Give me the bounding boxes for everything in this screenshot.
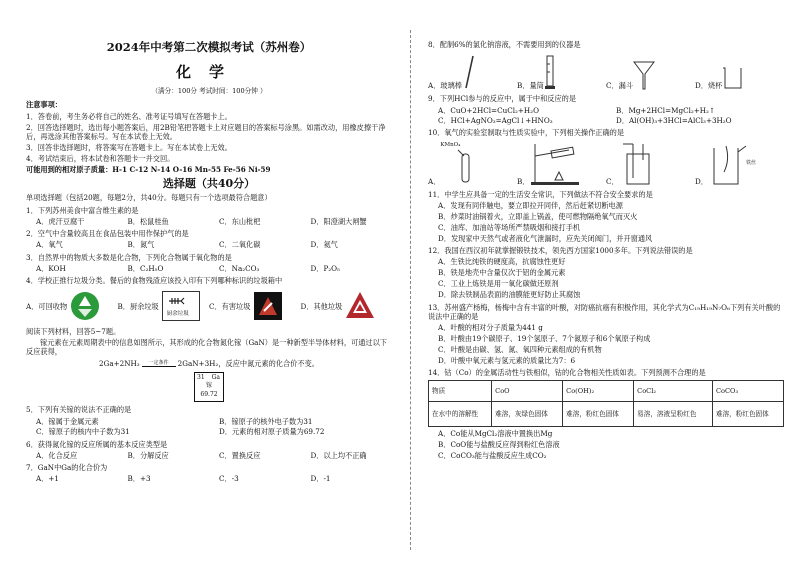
option-a: A．+1 (36, 474, 59, 484)
option-c: C．工业上炼铁是用一氧化碳做还原剂 (438, 279, 559, 288)
option-d: D．氦气 (310, 240, 338, 250)
option-c: C．置换反应 (219, 450, 261, 460)
options (428, 429, 784, 460)
section-instruction: 单项选择题（包括20题，每题2分，共40分。每题只有一个选项最符合题意） (26, 193, 272, 203)
note-item: 4．考试结束后，将本试卷和答题卡一并交回。 (26, 154, 175, 164)
options (428, 201, 784, 243)
graduated-cylinder-icon (544, 54, 556, 90)
subject-title: 化学 (175, 63, 242, 82)
option-b (517, 54, 606, 90)
atomic-mass: 69.72 (200, 390, 218, 398)
option-c: C．-3 (219, 474, 239, 484)
table-header-row (429, 381, 784, 402)
option-a: A．虎汗豆腐干 (36, 216, 85, 226)
question-stem: 8．配制6%的氯化钠溶液，不需要用到的仪器是 (428, 40, 581, 49)
option-d: D．Al(OH)₃+3HCl=AlCl₃+3H₂O (616, 115, 732, 125)
reading-paragraph (26, 338, 392, 356)
table-cell: 易溶，溶液呈粉红色 (634, 402, 713, 427)
tile-label: 厨余垃圾 (166, 310, 189, 317)
left-column (26, 0, 392, 483)
option-label: A． (428, 177, 441, 186)
question-7 (26, 463, 392, 483)
cobalt-table (428, 380, 784, 427)
options (26, 217, 392, 226)
question-stem: 4．学校正推行垃圾分类。餐后的食物残渣应该投入印有下列哪种标识的垃圾箱中 (26, 276, 283, 286)
option-label: B．厨余垃圾 (117, 301, 159, 311)
waste-icons (26, 289, 392, 323)
question-8 (428, 40, 784, 90)
table-row (429, 402, 784, 427)
options (26, 474, 392, 483)
funnel-icon (633, 60, 655, 90)
kitchen-waste-icon (162, 291, 200, 321)
recycle-icon (70, 291, 100, 321)
question-11 (428, 190, 784, 243)
option-label: A．可回收物 (26, 301, 68, 311)
question-13 (428, 303, 784, 365)
option-a: A．镓属于金属元素 (36, 417, 99, 427)
eq-products: 2GaN+3H₂ (177, 358, 219, 368)
reaction-equation (26, 359, 392, 368)
table-cell: 难溶，灰绿色固体 (492, 402, 563, 427)
eq-arrow (142, 360, 176, 367)
table-cell: 难溶，粉红色固体 (712, 402, 783, 427)
question-stem: 3．自然界中的物质大多数是化合物，下列化合物属于氧化物的是 (26, 252, 232, 262)
option-b: B．CoO能与盐酸反应得到粉红色溶液 (438, 440, 560, 449)
table-cell: 在水中的溶解性 (429, 402, 492, 427)
question-6 (26, 440, 392, 460)
option-a: A．叶酸的相对分子质量为441 g (438, 322, 543, 332)
question-12 (428, 246, 784, 299)
reading-text: 镓元素在元素周期表中的信息如图所示，其形成的化合物氮化镓（GaN）是一种新型半导体材料，可通过以下反应获得， (26, 337, 387, 356)
note-item: 1．答卷前，考生务必将自己的姓名、准考证号填写在答题卡上。 (26, 111, 232, 121)
question-9 (428, 94, 784, 125)
element-cell (194, 372, 224, 402)
option-d: D．元素的相对原子质量为69.72 (219, 427, 325, 437)
option-c: C．HCl+AgNO₃=AgCl↓+HNO₃ (438, 115, 553, 125)
option-label: C．有害垃圾 (209, 301, 251, 311)
table-header: CoCO₃ (712, 381, 783, 402)
option-c (606, 142, 695, 186)
question-4 (26, 276, 392, 323)
table-header: CoO (492, 381, 563, 402)
option-a: A．发现有同伴触电，要立即拉开同伴，然后赶紧切断电源 (438, 200, 623, 210)
question-stem: 1．下列苏州美食中富含维生素的是 (26, 205, 139, 215)
option-b: B．镓原子的核外电子数为31 (219, 417, 313, 427)
note-item: 2．回答选择题时，选出每小题答案后，用2B铅笔把答题卡上对应题目的答案标号涂黑。如需改动，用橡皮擦干净后，再选涂其他答案标号。写在本试卷上无效。 (26, 122, 386, 141)
option-a: A．Co能从MgCl₂溶液中置换出Mg (438, 429, 553, 438)
notes-heading: 注意事项： (26, 100, 62, 110)
options (26, 416, 392, 436)
question-1 (26, 206, 392, 226)
element-name: 镓 (205, 382, 212, 390)
question-stem: 7．GaN中Ga的化合价为 (26, 463, 108, 473)
option-c: C．Na₂CO₃ (219, 263, 260, 273)
beaker-icon (722, 66, 744, 90)
option-d: D．叶酸中氧元素与氢元素的质量比为7：6 (438, 355, 576, 365)
option-b: B．铁是地壳中含量仅次于铝的金属元素 (438, 268, 566, 277)
option-b (118, 291, 210, 321)
option-a: A．KOH (36, 263, 66, 273)
option-a: A．化合反应 (36, 450, 78, 460)
option-b: B．氮气 (127, 240, 155, 250)
section-title: 选择题（共40分） (162, 177, 256, 191)
atomic-number: 31 (197, 373, 205, 381)
question-10 (428, 128, 784, 186)
element-cell-wrap (26, 372, 392, 402)
option-b: B．分解反应 (127, 450, 169, 460)
option-label: D．烧杯 (695, 81, 723, 90)
option-c: C．CoCO₃能与盐酸反应生成CO₂ (438, 451, 547, 460)
eq-tail: ，反应中氮元素的化合价不变。 (218, 358, 319, 368)
eq-reactants: 2Ga+2NH₃ (99, 358, 140, 368)
option-label: D． (695, 177, 708, 186)
column-divider (410, 30, 411, 550)
option-d: D．阳澄湖大闸蟹 (310, 216, 367, 226)
question-stem: 6．获得氮化镓的反应所属的基本反应类型是 (26, 439, 168, 449)
option-b: B．Mg+2HCl=MgCl₂+H₂↑ (616, 105, 715, 115)
note-item: 3．回答非选择题时，将答案写在答题卡上。写在本试卷上无效。 (26, 142, 232, 152)
table-header: Co(OH)₂ (563, 381, 634, 402)
eq-condition: 一定条件 (148, 359, 169, 366)
reagent-label: KMnO₄ (440, 142, 461, 148)
option-c: C．东山枇杷 (219, 216, 261, 226)
option-label: C． (606, 177, 619, 186)
option-a (26, 291, 118, 321)
question-stem: 12．我国在西汉初年就掌握锻铁技术，领先西方国家1000多年。下列说法错误的是 (428, 246, 693, 255)
option-c: C．镓原子的核内中子数为31 (36, 427, 130, 437)
option-b: B．+3 (127, 474, 151, 484)
option-a (428, 54, 517, 90)
iron-wire-setup (708, 142, 758, 186)
options (26, 451, 392, 460)
apparatus-row (428, 140, 784, 186)
option-c (606, 60, 695, 90)
option-a (428, 142, 517, 186)
kmno4-setup (440, 142, 480, 186)
heating-setup-icon (529, 142, 581, 186)
option-a: A．CuO+2HCl=CuCl₂+H₂O (438, 105, 539, 115)
question-stem: 2．空气中含量较高且在食品包装中用作保护气的是 (26, 229, 189, 239)
option-c: C．叶酸是由碳、氢、氮、氧四种元素组成的有机物 (438, 344, 602, 354)
option-d: D．-1 (310, 474, 331, 484)
option-d: D．P₂O₅ (310, 263, 340, 273)
options (428, 323, 784, 365)
option-b: B．C₂H₅O (127, 263, 164, 273)
question-stem: 13．苏州盛产杨梅，杨梅中含有丰富的叶酸，对防癌抗癌有积极作用，其化学式为C₁₉H₁₉N₇O₆下列有关叶酸的说法中正确的是 (428, 302, 781, 321)
reading-intro: 阅读下列材料，回答5~7题。 (26, 326, 121, 336)
question-stem: 5．下列有关镓的说法不正确的是 (26, 405, 132, 415)
option-c: C．二氧化碳 (219, 240, 261, 250)
option-d (695, 142, 784, 186)
option-a: A．生铁比纯铁的硬度高，抗腐蚀性更好 (438, 257, 566, 266)
atomic-mass-line: 可能用到的相对原子质量：H-1 C-12 N-14 O-16 Mn-55 Fe-56 Ni-59 (26, 165, 271, 175)
option-a: A．氧气 (36, 240, 63, 250)
option-c: C．油库、加油站等场所严禁吸烟和接打手机 (438, 222, 581, 232)
options (428, 105, 784, 125)
option-label: B． (517, 177, 530, 186)
wire-label: 铁丝 (745, 160, 756, 166)
option-c (209, 291, 301, 321)
question-stem: 11．中学生应具备一定的生活安全常识，下列做法不符合安全要求的是 (428, 189, 653, 199)
question-stem: 14．钴（Co）的金属活动性与铁相似，钴的化合物相关性质如表。下列预测不合理的是 (428, 368, 706, 377)
question-5 (26, 405, 392, 436)
table-header: CoCl₂ (634, 381, 713, 402)
right-column (428, 0, 784, 460)
gas-bottle-icon (619, 142, 659, 186)
option-d: D．以上均不正确 (310, 450, 367, 460)
option-b: B．松鼠桂鱼 (127, 216, 169, 226)
table-header: 物质 (429, 381, 492, 402)
option-d: D．除去铁制品表面的油膜能更好防止其腐蚀 (438, 290, 581, 299)
option-b: B．叶酸由19个碳原子、19个氢原子、7个氮原子和6个氧原子构成 (438, 333, 651, 343)
option-label: C．漏斗 (606, 81, 634, 90)
options (26, 264, 392, 273)
fishbone-icon (167, 294, 185, 308)
hazardous-waste-icon (253, 291, 283, 321)
option-label: B．量筒 (517, 81, 544, 90)
exam-title: 2024年中考第二次模拟考试（苏州卷） (106, 40, 312, 54)
option-d: D．发现家中天然气或者液化气泄漏时，应先关闭阀门，并开窗通风 (438, 233, 653, 243)
question-3 (26, 253, 392, 273)
option-label: A．玻璃棒 (428, 81, 462, 90)
option-b (517, 142, 606, 186)
gas-jar-icon (708, 142, 748, 186)
question-stem: 10．氧气的实验室制取与性质实验中，下列相关操作正确的是 (428, 128, 625, 137)
exam-meta: （满分：100分 考试时间：100分钟 ） (151, 87, 267, 96)
option-d (695, 66, 784, 90)
options (26, 240, 392, 249)
other-waste-icon (345, 291, 375, 321)
option-d (301, 291, 393, 321)
glass-rod-icon (462, 54, 476, 90)
table-cell: 难溶，粉红色固体 (563, 402, 634, 427)
option-label: D．其他垃圾 (300, 301, 343, 311)
apparatus-row (428, 52, 784, 90)
question-stem: 9．下列HCl参与的反应中，属于中和反应的是 (428, 93, 577, 103)
element-symbol: Ga (211, 373, 220, 381)
question-14 (428, 368, 784, 460)
question-2 (26, 229, 392, 249)
option-b: B．炒菜时油锅着火，立即盖上锅盖，使可燃物隔绝氧气而灭火 (438, 211, 638, 221)
options (428, 257, 784, 299)
